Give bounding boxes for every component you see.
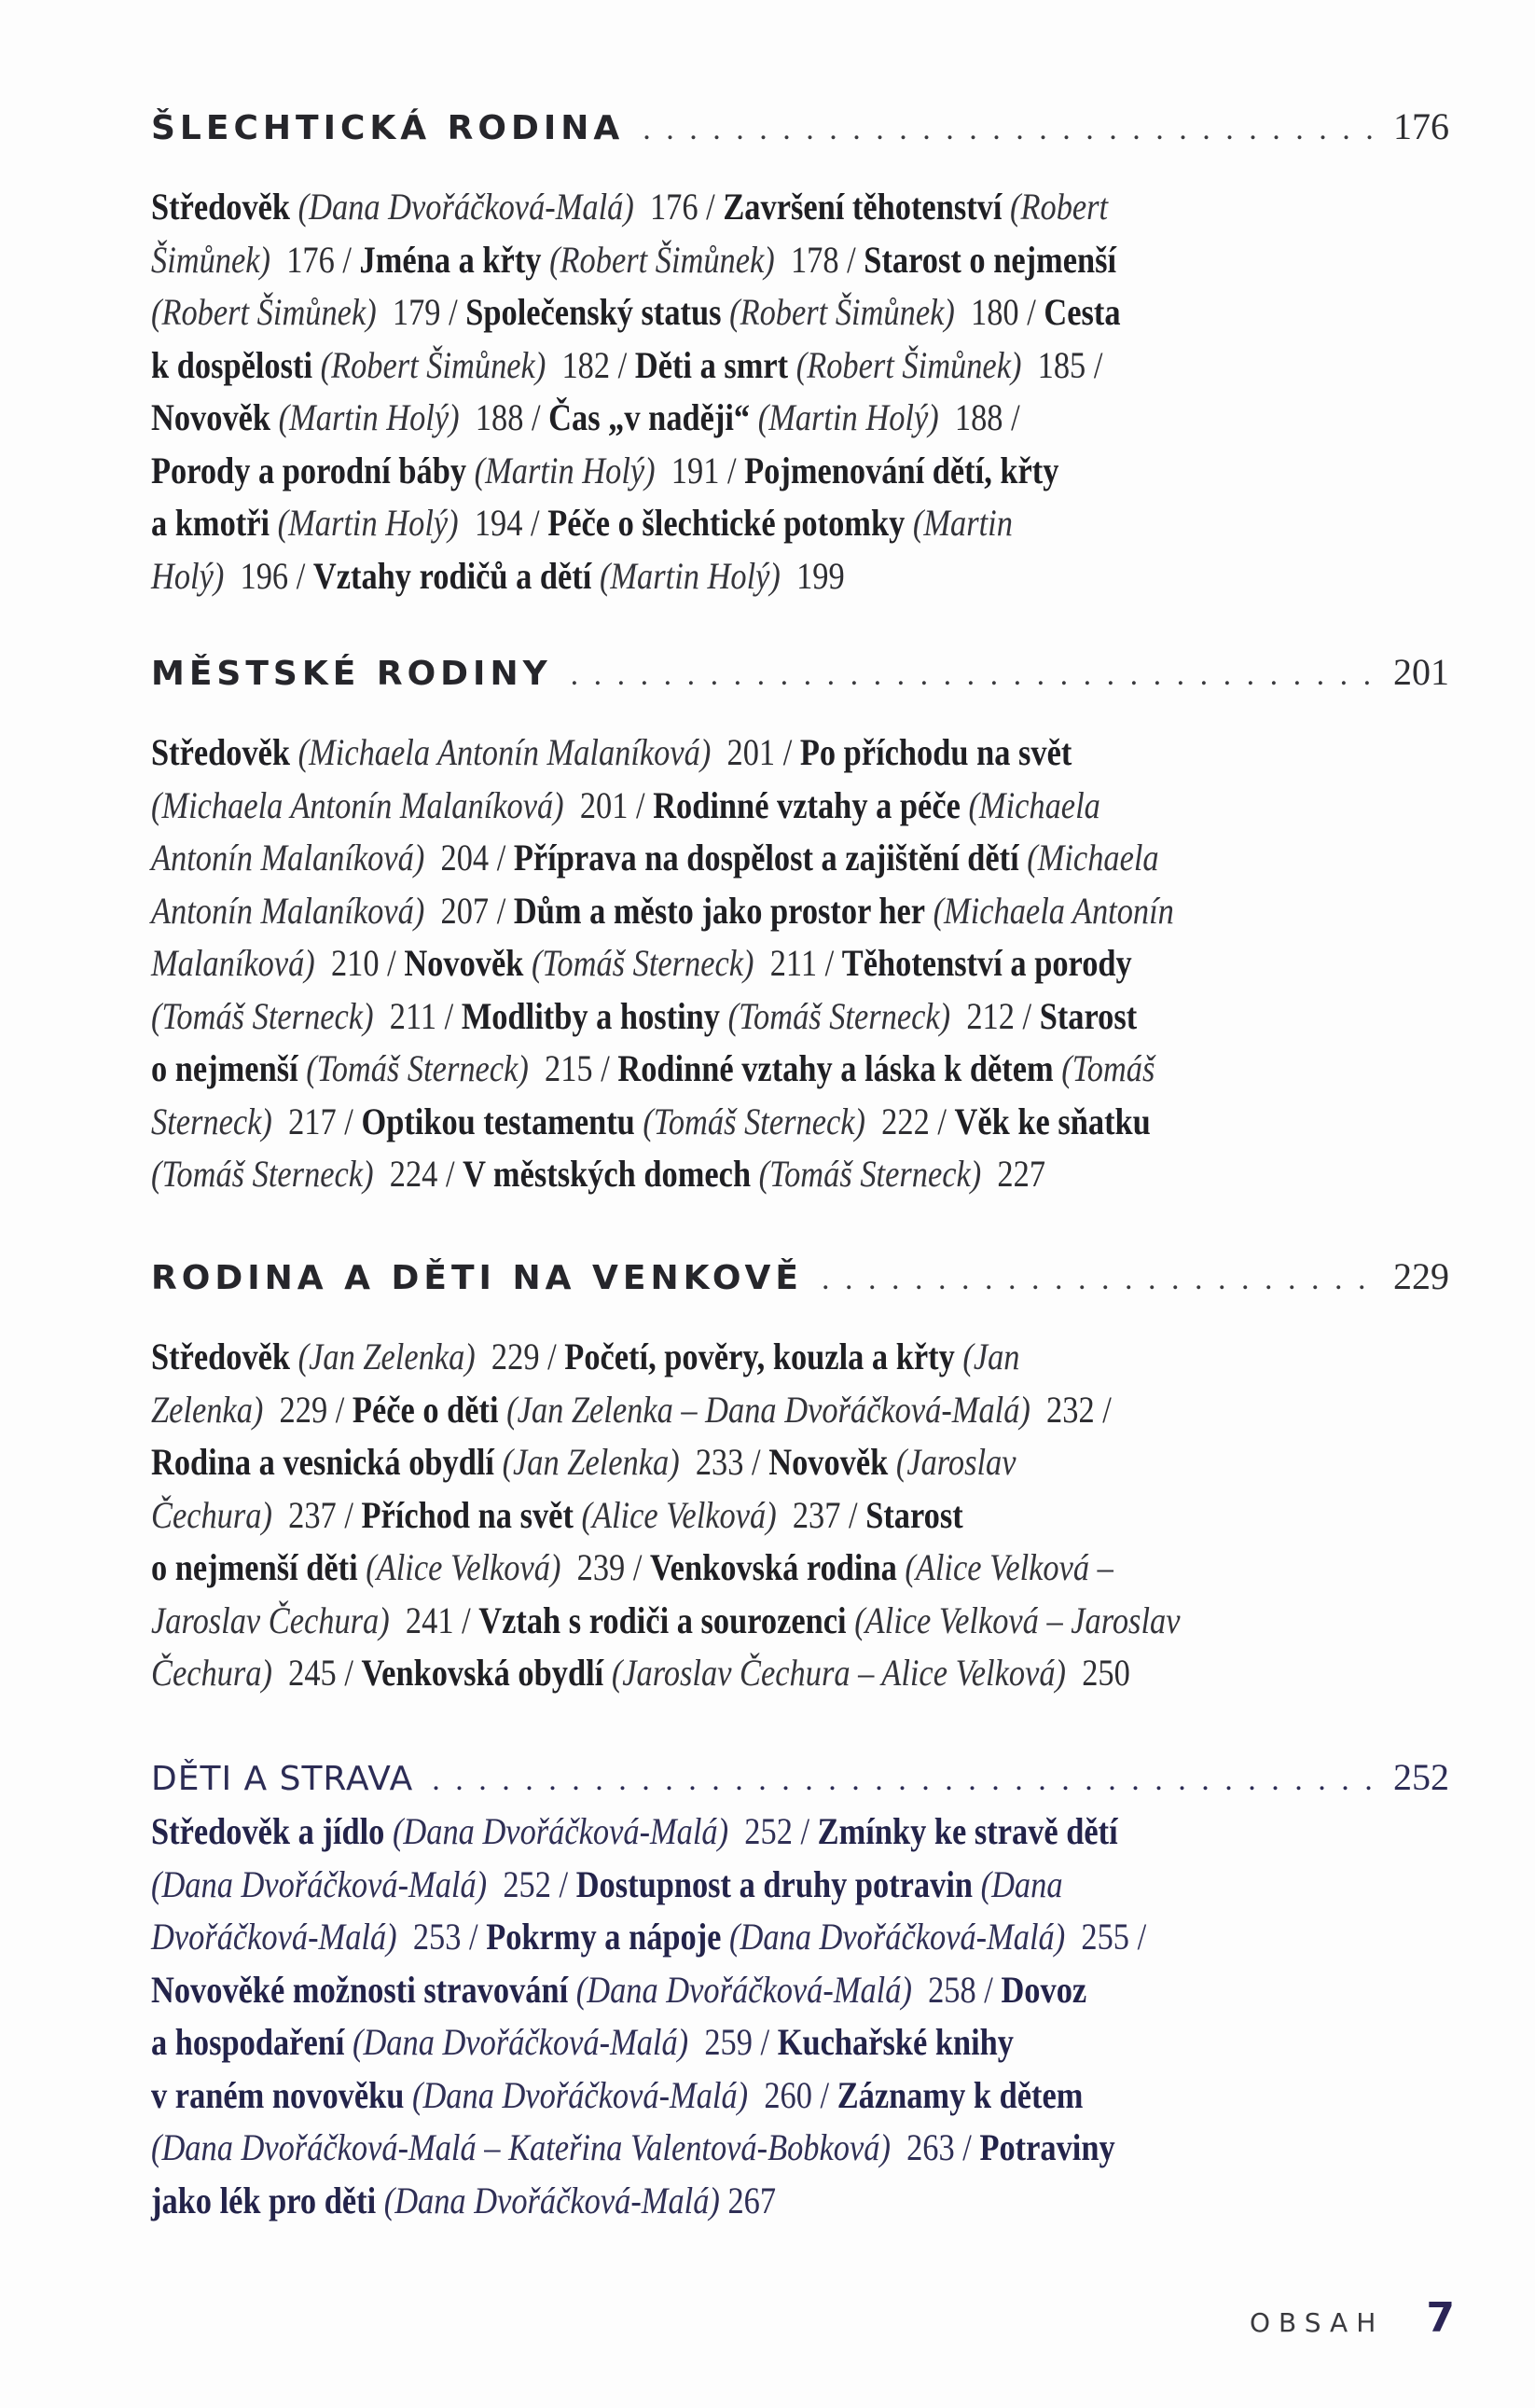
entry-author: (Michaela Antonín Malaníková) [290, 731, 712, 773]
entry-title[interactable]: Dům a město jako prostor her [513, 889, 925, 932]
entry-author: Malaníková) [151, 942, 315, 984]
entry-author: (Jan Zelenka) [493, 1441, 680, 1483]
section-entries [151, 181, 1449, 602]
entry-title[interactable]: Středověk [151, 186, 291, 228]
entry-author: (Tomáš Sterneck) [151, 1153, 374, 1195]
entry-page-ref: 229 / [263, 1388, 353, 1431]
entry-author: (Tomáš Sterneck) [151, 994, 374, 1037]
section-entries [151, 1806, 1449, 2227]
toc-section-noble-family [151, 104, 1449, 602]
entry-title[interactable]: Příchod na svět [361, 1493, 574, 1536]
dot-leader [822, 1262, 1380, 1297]
entry-page-ref: 180 / [954, 291, 1044, 333]
toc-entry-line [151, 392, 1019, 445]
toc-entry-line [151, 1436, 1016, 1489]
entry-page-ref: 194 / [458, 502, 548, 544]
entry-page-ref: 188 / [938, 396, 1020, 438]
toc-entry-line [151, 286, 1121, 339]
entry-page-ref: 224 / [373, 1153, 463, 1195]
entry-page-ref: 207 / [424, 889, 514, 932]
entry-author: (Tomáš [1053, 1047, 1155, 1089]
entry-title[interactable]: Potraviny [979, 2126, 1115, 2168]
entry-author: (Martin Holý) [270, 396, 460, 438]
entry-title[interactable]: Starost o nejmenší [864, 238, 1117, 281]
entry-page-ref: 252 / [487, 1862, 576, 1905]
entry-page-ref: 217 / [271, 1100, 362, 1142]
entry-author: Antonín Malaníková) [151, 889, 425, 932]
entry-title[interactable]: Rodinné vztahy a péče [653, 783, 961, 826]
entry-page-ref: 211 / [754, 942, 842, 984]
toc-entry-line [151, 2069, 1083, 2123]
entry-title[interactable]: Středověk [151, 1335, 291, 1377]
dot-leader [571, 657, 1380, 693]
entry-title[interactable]: Středověk [151, 731, 291, 773]
entry-title[interactable]: Novověk [151, 396, 271, 438]
entry-page-ref: 267 [719, 2179, 777, 2221]
toc-entry-line [151, 1859, 1063, 1912]
entry-author: (Dana Dvořáčková-Malá) [404, 2073, 749, 2116]
entry-author: (Tomáš Sterneck) [634, 1100, 865, 1142]
entry-page-ref: 196 / [224, 554, 313, 597]
entry-page-ref: 199 [780, 554, 845, 597]
section-title: ŠLECHTICKÁ RODINA [151, 109, 625, 147]
entry-author: Šimůnek) [151, 238, 270, 281]
toc-entry-line [151, 780, 1100, 833]
toc-entry-line [151, 1542, 1113, 1595]
entry-title[interactable]: Cesta [1044, 291, 1121, 333]
entry-title[interactable]: jako lék pro děti [151, 2179, 377, 2221]
entry-title[interactable]: Modlitby a hostiny [461, 994, 721, 1037]
section-title: RODINA A DĚTI NA VENKOVĚ [151, 1259, 803, 1297]
entry-author: (Alice Velková – [896, 1546, 1113, 1588]
entry-title[interactable]: Novověk [768, 1441, 889, 1483]
page-footer [1250, 2294, 1455, 2342]
entry-author: (Michaela [1018, 837, 1159, 879]
entry-author: (Dana Dvořáčková-Malá) [151, 1862, 488, 1905]
entry-page-ref: 182 / [546, 343, 635, 386]
entry-author: Sterneck) [151, 1100, 272, 1142]
entry-title[interactable]: Rodinné vztahy a láska k dětem [617, 1047, 1054, 1089]
entry-author: Antonín Malaníková) [151, 837, 425, 879]
entry-title[interactable]: Rodina a vesnická obydlí [151, 1441, 494, 1483]
entry-author: Holý) [151, 554, 225, 597]
entry-title[interactable]: o nejmenší [151, 1047, 298, 1089]
entry-page-ref: 237 / [776, 1493, 866, 1536]
entry-title[interactable]: Kuchařské knihy [777, 2021, 1014, 2063]
entry-author: (Dana Dvořáčková-Malá) [721, 1916, 1066, 1958]
toc-entry-line [151, 550, 845, 603]
entry-author: (Dana Dvořáčková-Malá) [344, 2021, 689, 2063]
toc-entry-line [151, 2175, 776, 2228]
entry-page-ref: 245 / [271, 1652, 362, 1694]
folio-page-number: 7 [1426, 2294, 1455, 2342]
entry-page-ref: 255 / [1065, 1916, 1147, 1958]
entry-author: (Martin [905, 502, 1013, 544]
toc-entry-line [151, 727, 1072, 780]
entry-author: Jaroslav Čechura) [151, 1598, 390, 1641]
toc-section-town-families [151, 650, 1449, 1201]
section-entries [151, 1331, 1449, 1700]
entry-author: (Jan Zelenka) [290, 1335, 476, 1377]
entry-page-ref: 211 / [373, 994, 462, 1037]
entry-author: (Tomáš Sterneck) [297, 1047, 529, 1089]
entry-title[interactable]: Vztahy rodičů a dětí [312, 554, 592, 597]
toc-entry-line [151, 1096, 1151, 1149]
entry-title[interactable]: Společenský status [465, 291, 722, 333]
section-page-number: 176 [1393, 105, 1449, 147]
entry-page-ref: 188 / [459, 396, 549, 438]
entry-page-ref: 178 / [774, 238, 864, 281]
section-title: MĚSTSKÉ RODINY [151, 655, 552, 693]
entry-page-ref: 212 / [950, 994, 1040, 1037]
entry-author: (Dana Dvořáčková-Malá) [290, 186, 634, 228]
entry-author: (Martin Holý) [466, 449, 656, 491]
entry-page-ref: 222 / [864, 1100, 955, 1142]
entry-title[interactable]: Porody a porodní báby [151, 449, 467, 491]
entry-author: Zelenka) [151, 1388, 264, 1431]
entry-page-ref: 263 / [890, 2126, 980, 2168]
entry-page-ref: 191 / [655, 449, 745, 491]
entry-page-ref: 260 / [748, 2073, 837, 2116]
entry-page-ref: 210 / [314, 942, 405, 984]
entry-page-ref: 229 / [475, 1335, 565, 1377]
entry-title[interactable]: Starost [865, 1493, 963, 1536]
entry-title[interactable]: V městských domech [463, 1153, 752, 1195]
entry-title[interactable]: Dostupnost a druhy potravin [575, 1862, 974, 1905]
section-page-number: 229 [1393, 1255, 1449, 1297]
toc-entry-line [151, 1647, 1130, 1700]
toc-entry-line [151, 990, 1137, 1044]
toc-entry-line [151, 1964, 1086, 2017]
entry-page-ref: 204 / [424, 837, 514, 879]
entry-title[interactable]: Zmínky ke stravě dětí [817, 1810, 1118, 1852]
entry-page-ref: 252 / [728, 1810, 818, 1852]
entry-author: (Robert Šimůnek) [312, 343, 546, 386]
entry-author: (Robert Šimůnek) [788, 343, 1022, 386]
entry-author: (Dana Dvořáčková-Malá – Kateřina Valentová-Bobková) [151, 2126, 891, 2168]
toc-entry-line [151, 2016, 1014, 2069]
entry-title[interactable]: Početí, pověry, kouzla a křty [564, 1335, 955, 1377]
entry-title[interactable]: Venkovská rodina [649, 1546, 897, 1588]
entry-author: (Michaela Antonín Malaníková) [151, 783, 564, 826]
toc-entry-line [151, 937, 1132, 990]
section-heading[interactable] [151, 650, 1449, 706]
toc-entry-line [151, 181, 1108, 234]
entry-author: (Michaela [960, 783, 1100, 826]
entry-title[interactable]: Završení těhotenství [723, 186, 1003, 228]
section-heading[interactable] [151, 1254, 1449, 1310]
entry-author: Čechura) [151, 1652, 272, 1694]
entry-page-ref: 185 / [1021, 343, 1103, 386]
section-page-number: 252 [1393, 1756, 1449, 1798]
entry-author: (Jan [954, 1335, 1020, 1377]
entry-author: (Robert Šimůnek) [721, 291, 955, 333]
section-heading[interactable] [151, 1755, 1449, 1811]
entry-title[interactable]: Těhotenství a porody [841, 942, 1132, 984]
entry-page-ref: 250 [1065, 1652, 1130, 1694]
entry-author: (Michaela Antonín [924, 889, 1174, 932]
entry-author: (Alice Velková – Jaroslav [846, 1598, 1181, 1641]
entry-title[interactable]: Po příchodu na svět [799, 731, 1072, 773]
entry-page-ref: 201 / [711, 731, 800, 773]
entry-title[interactable]: Věk ke sňatku [954, 1100, 1151, 1142]
entry-page-ref: 253 / [396, 1916, 487, 1958]
entry-page-ref: 176 / [633, 186, 724, 228]
toc-entry-line [151, 1148, 1045, 1201]
toc-section-rural-family [151, 1254, 1449, 1700]
dot-leader [643, 112, 1380, 147]
entry-title[interactable]: Děti a smrt [634, 343, 789, 386]
entry-author: (Martin Holý) [750, 396, 939, 438]
entry-page-ref: 259 / [688, 2021, 778, 2063]
entry-page-ref: 241 / [389, 1598, 479, 1641]
entry-title[interactable]: Středověk a jídlo [151, 1810, 385, 1852]
toc-entry-line [151, 445, 1059, 498]
toc-entry-line [151, 1806, 1117, 1859]
entry-page-ref: 227 [981, 1153, 1046, 1195]
dot-leader [432, 1763, 1380, 1798]
entry-title[interactable]: Péče o šlechtické potomky [547, 502, 906, 544]
entry-author: Dvořáčková-Malá) [151, 1916, 397, 1958]
entry-title[interactable]: Venkovská obydlí [361, 1652, 604, 1694]
entry-page-ref: 233 / [679, 1441, 769, 1483]
entry-author: (Martin Holý) [270, 502, 459, 544]
entry-author: (Alice Velková) [573, 1493, 777, 1536]
toc-entry-line [151, 497, 1013, 550]
section-title: DĚTI A STRAVA [151, 1760, 414, 1798]
entry-title[interactable]: Vztah s rodiči a sourozenci [478, 1598, 847, 1641]
entry-author: (Dana [973, 1862, 1063, 1905]
entry-author: (Jaroslav [888, 1441, 1016, 1483]
entry-title[interactable]: o nejmenší děti [151, 1546, 358, 1588]
entry-title[interactable]: Záznamy k dětem [837, 2073, 1084, 2116]
entry-author: (Tomáš Sterneck) [751, 1153, 982, 1195]
toc-entry-line [151, 885, 1174, 938]
entry-author: (Tomáš Sterneck) [523, 942, 754, 984]
toc-entry-line [151, 2122, 1115, 2175]
entry-title[interactable]: Péče o děti [352, 1388, 499, 1431]
entry-author: (Robert Šimůnek) [151, 291, 377, 333]
toc-entry-line [151, 1043, 1155, 1096]
entry-author: (Robert [1002, 186, 1109, 228]
entry-author: (Tomáš Sterneck) [720, 994, 951, 1037]
entry-title[interactable]: Příprava na dospělost a zajištění dětí [513, 837, 1019, 879]
entry-page-ref: 239 / [560, 1546, 650, 1588]
entry-title[interactable]: Dovoz [1001, 1968, 1087, 2011]
entry-title[interactable]: Pokrmy a nápoje [486, 1916, 722, 1958]
toc-section-children-and-food [151, 1755, 1449, 2227]
entry-title[interactable]: Novověké možnosti stravování [151, 1968, 569, 2011]
entry-title[interactable]: Novověk [404, 942, 524, 984]
entry-author: (Dana Dvořáčková-Malá) [376, 2179, 720, 2221]
entry-title[interactable]: k dospělosti [151, 343, 313, 386]
entry-page-ref: 201 / [563, 783, 654, 826]
toc-entry-line [151, 234, 1116, 287]
entry-author: (Dana Dvořáčková-Malá) [568, 1968, 912, 2011]
entry-author: (Alice Velková) [357, 1546, 561, 1588]
entry-title[interactable]: v raném novověku [151, 2073, 405, 2116]
toc-entry-line [151, 1595, 1180, 1648]
toc-entry-line [151, 1331, 1019, 1384]
entry-page-ref: 176 / [270, 238, 360, 281]
toc-entry-line [151, 1384, 1111, 1437]
entry-title[interactable]: a hospodaření [151, 2021, 345, 2063]
toc-entry-line [151, 1911, 1146, 1964]
entry-title[interactable]: Optikou testamentu [361, 1100, 635, 1142]
entry-page-ref: 179 / [376, 291, 466, 333]
entry-page-ref: 215 / [528, 1047, 618, 1089]
entry-author: Čechura) [151, 1493, 272, 1536]
entry-page-ref: 258 / [911, 1968, 1002, 2011]
entry-author: (Jan Zelenka – Dana Dvořáčková-Malá) [498, 1388, 1030, 1431]
entry-title[interactable]: Čas „v naději“ [548, 396, 751, 438]
entry-title[interactable]: Pojmenování dětí, křty [744, 449, 1059, 491]
toc-entry-line [151, 1489, 962, 1543]
section-page-number: 201 [1393, 651, 1449, 693]
entry-title[interactable]: a kmotři [151, 502, 270, 544]
section-entries [151, 727, 1449, 1201]
entry-author: (Robert Šimůnek) [541, 238, 775, 281]
toc-entry-line [151, 832, 1159, 885]
entry-title[interactable]: Starost [1039, 994, 1138, 1037]
entry-author: (Jaroslav Čechura – Alice Velková) [603, 1652, 1066, 1694]
section-heading[interactable] [151, 104, 1449, 160]
running-footer-label: OBSAH [1250, 2307, 1385, 2338]
entry-page-ref: 232 / [1030, 1388, 1112, 1431]
entry-author: (Martin Holý) [591, 554, 781, 597]
entry-page-ref: 237 / [271, 1493, 362, 1536]
entry-author: (Dana Dvořáčková-Malá) [384, 1810, 729, 1852]
entry-title[interactable]: Jména a křty [359, 238, 542, 281]
toc-entry-line [151, 339, 1103, 393]
